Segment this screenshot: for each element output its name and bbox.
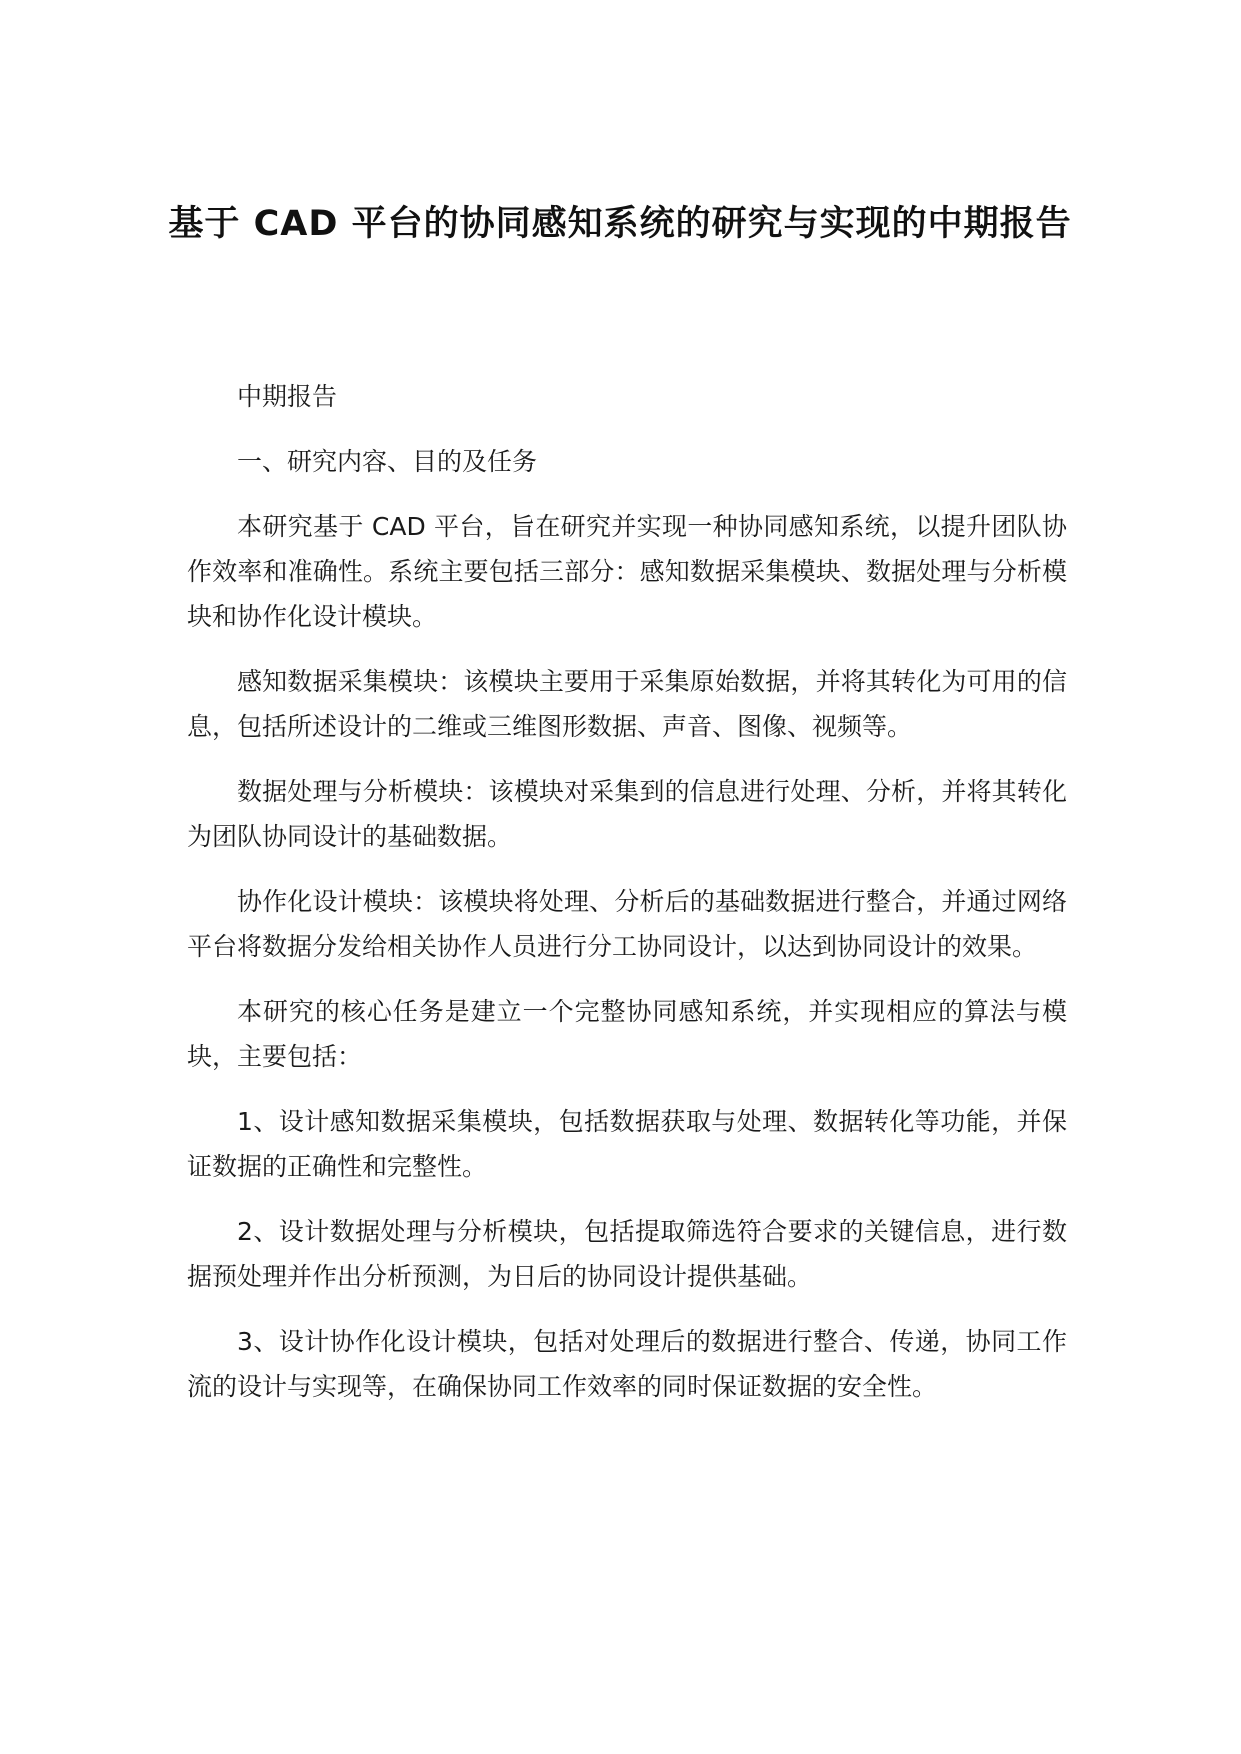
list-item-task-2: 2、设计数据处理与分析模块，包括提取筛选符合要求的关键信息，进行数据预处理并作出分析预测，为日后的协同设计提供基础。: [187, 1217, 1067, 1291]
paragraph-data-collection-module: 感知数据采集模块：该模块主要用于采集原始数据，并将其转化为可用的信息，包括所述设计的二维或三维图形数据、声音、图像、视频等。: [187, 667, 1067, 741]
section-heading-research-content: 一、研究内容、目的及任务: [237, 447, 538, 476]
document-body: [187, 374, 1067, 1429]
paragraph-core-tasks: 本研究的核心任务是建立一个完整协同感知系统，并实现相应的算法与模块，主要包括：: [187, 997, 1067, 1071]
list-item-task-3: 3、设计协作化设计模块，包括对处理后的数据进行整合、传递，协同工作流的设计与实现等，在确保协同工作效率的同时保证数据的安全性。: [187, 1327, 1067, 1401]
paragraph-collaborative-design-module: 协作化设计模块：该模块将处理、分析后的基础数据进行整合，并通过网络平台将数据分发给相关协作人员进行分工协同设计，以达到协同设计的效果。: [187, 887, 1067, 961]
paragraph-data-analysis-module: 数据处理与分析模块：该模块对采集到的信息进行处理、分析，并将其转化为团队协同设计的基础数据。: [187, 777, 1067, 851]
section-label-midterm-report: 中期报告: [237, 382, 338, 411]
document-title: 基于 CAD 平台的协同感知系统的研究与实现的中期报告: [168, 204, 1072, 245]
list-item-task-1: 1、设计感知数据采集模块，包括数据获取与处理、数据转化等功能，并保证数据的正确性和完整性。: [187, 1107, 1067, 1181]
paragraph-intro: 本研究基于 CAD 平台，旨在研究并实现一种协同感知系统，以提升团队协作效率和准确性。系统主要包括三部分：感知数据采集模块、数据处理与分析模块和协作化设计模块。: [187, 512, 1067, 631]
